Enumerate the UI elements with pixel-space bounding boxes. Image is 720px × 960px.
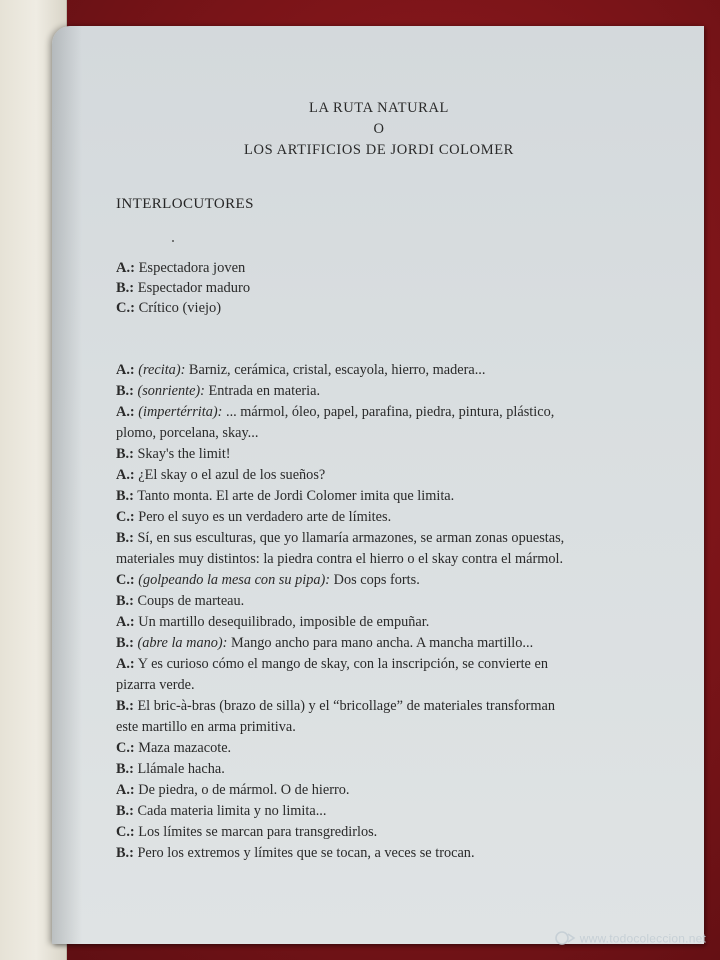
dialogue-line	[116, 465, 616, 486]
speaker-tag: A.:	[116, 782, 135, 798]
dialogue-line	[116, 423, 616, 444]
speaker-tag: B.:	[116, 446, 134, 462]
dialogue-line	[116, 675, 616, 696]
line-text: Y es curioso cómo el mango de skay, con la inscripción, se convierte en	[134, 656, 548, 672]
speaker-tag: A.:	[116, 404, 135, 420]
speaker-tag: C.:	[116, 300, 135, 316]
line-text: Barniz, cerámica, cristal, escayola, hierro, madera...	[185, 362, 486, 378]
line-text: Un martillo desequilibrado, imposible de empuñar.	[134, 614, 430, 630]
stray-dot	[172, 240, 174, 242]
speaker-tag: C.:	[116, 740, 135, 756]
dialogue-line	[116, 444, 616, 465]
line-text: Entrada en materia.	[204, 383, 321, 399]
speakers-line	[116, 258, 250, 278]
dialogue-line	[116, 591, 616, 612]
line-text: Espectadora joven	[134, 260, 246, 276]
line-text: ... mármol, óleo, papel, parafina, piedra, pintura, plástico,	[222, 404, 555, 420]
speaker-list	[116, 258, 250, 318]
dialogue-line	[116, 360, 616, 381]
page-gutter-shadow	[52, 26, 82, 944]
dialogue-line	[116, 633, 616, 654]
speaker-tag: A.:	[116, 467, 135, 483]
line-text: Sí, en sus esculturas, que yo llamaría armazones, se arman zonas opuestas,	[133, 530, 565, 546]
title-line-3: LOS ARTIFICIOS DE JORDI COLOMER	[244, 142, 514, 158]
line-text: Skay's the limit!	[133, 446, 231, 462]
dialogue-line	[116, 738, 616, 759]
speaker-tag: B.:	[116, 530, 134, 546]
line-text: Cada materia limita y no limita...	[133, 803, 327, 819]
dialogue-line	[116, 486, 616, 507]
dialogue-line	[116, 402, 616, 423]
line-text: Crítico (viejo)	[134, 300, 222, 316]
speaker-tag: B.:	[116, 488, 134, 504]
line-text: Tanto monta. El arte de Jordi Colomer imita que limita.	[133, 488, 455, 504]
speaker-tag: A.:	[116, 614, 135, 630]
speaker-tag: B.:	[116, 280, 135, 296]
line-text: Llámale hacha.	[133, 761, 225, 777]
line-text: Pero el suyo es un verdadero arte de límites.	[134, 509, 392, 525]
speaker-tag: A.:	[116, 260, 135, 276]
dialogue-line	[116, 612, 616, 633]
watermark	[554, 930, 706, 949]
speaker-tag: B.:	[116, 383, 134, 399]
dialogue-line	[116, 696, 616, 717]
line-text: Coups de marteau.	[133, 593, 245, 609]
line-text: pizarra verde.	[116, 677, 195, 693]
line-text: ¿El skay o el azul de los sueños?	[134, 467, 326, 483]
line-text: Dos cops forts.	[330, 572, 420, 588]
dialogue-line	[116, 843, 616, 864]
dialogue-line	[116, 570, 616, 591]
speakers-line	[116, 278, 250, 298]
speaker-tag: B.:	[116, 803, 134, 819]
speaker-tag: B.:	[116, 845, 134, 861]
stage-direction: (impertérrita):	[134, 404, 223, 420]
title-line-1: LA RUTA NATURAL	[309, 100, 449, 116]
dialogue-line	[116, 780, 616, 801]
line-text: Los límites se marcan para transgredirlos.	[134, 824, 378, 840]
line-text: De piedra, o de mármol. O de hierro.	[134, 782, 350, 798]
watermark-logo-icon	[554, 930, 576, 949]
line-text: Pero los extremos y límites que se tocan, a veces se trocan.	[133, 845, 475, 861]
dialogue-line	[116, 528, 616, 549]
speaker-tag: C.:	[116, 824, 135, 840]
speaker-tag: C.:	[116, 572, 135, 588]
line-text: este martillo en arma primitiva.	[116, 719, 296, 735]
title-line-2: O	[373, 121, 385, 137]
speaker-tag: A.:	[116, 656, 135, 672]
dialogue-line	[116, 654, 616, 675]
speaker-tag: B.:	[116, 761, 134, 777]
watermark-text: www.todocoleccion.net	[579, 931, 706, 946]
dialogue-line	[116, 549, 616, 570]
line-text: Maza mazacote.	[134, 740, 232, 756]
dialogue-text	[116, 360, 616, 864]
speaker-tag: B.:	[116, 593, 134, 609]
line-text: Espectador maduro	[134, 280, 251, 296]
speaker-tag: B.:	[116, 635, 134, 651]
speakers-line	[116, 298, 250, 318]
line-text: Mango ancho para mano ancha. A mancha martillo...	[227, 635, 534, 651]
dialogue-line	[116, 381, 616, 402]
section-heading: INTERLOCUTORES	[116, 196, 254, 212]
dialogue-line	[116, 801, 616, 822]
dialogue-line	[116, 822, 616, 843]
stage-direction: (abre la mano):	[133, 635, 228, 651]
speaker-tag: C.:	[116, 509, 135, 525]
title-block	[214, 98, 544, 161]
dialogue-line	[116, 507, 616, 528]
line-text: materiales muy distintos: la piedra contra el hierro o el skay contra el mármol.	[116, 551, 564, 567]
stage-direction: (recita):	[134, 362, 186, 378]
dialogue-line	[116, 717, 616, 738]
speaker-tag: B.:	[116, 698, 134, 714]
speaker-tag: A.:	[116, 362, 135, 378]
stage-direction: (sonriente):	[133, 383, 205, 399]
dialogue-line	[116, 759, 616, 780]
line-text: El bric-à-bras (brazo de silla) y el “bricollage” de materiales transforman	[133, 698, 556, 714]
line-text: plomo, porcelana, skay...	[116, 425, 259, 441]
stage-direction: (golpeando la mesa con su pipa):	[134, 572, 331, 588]
